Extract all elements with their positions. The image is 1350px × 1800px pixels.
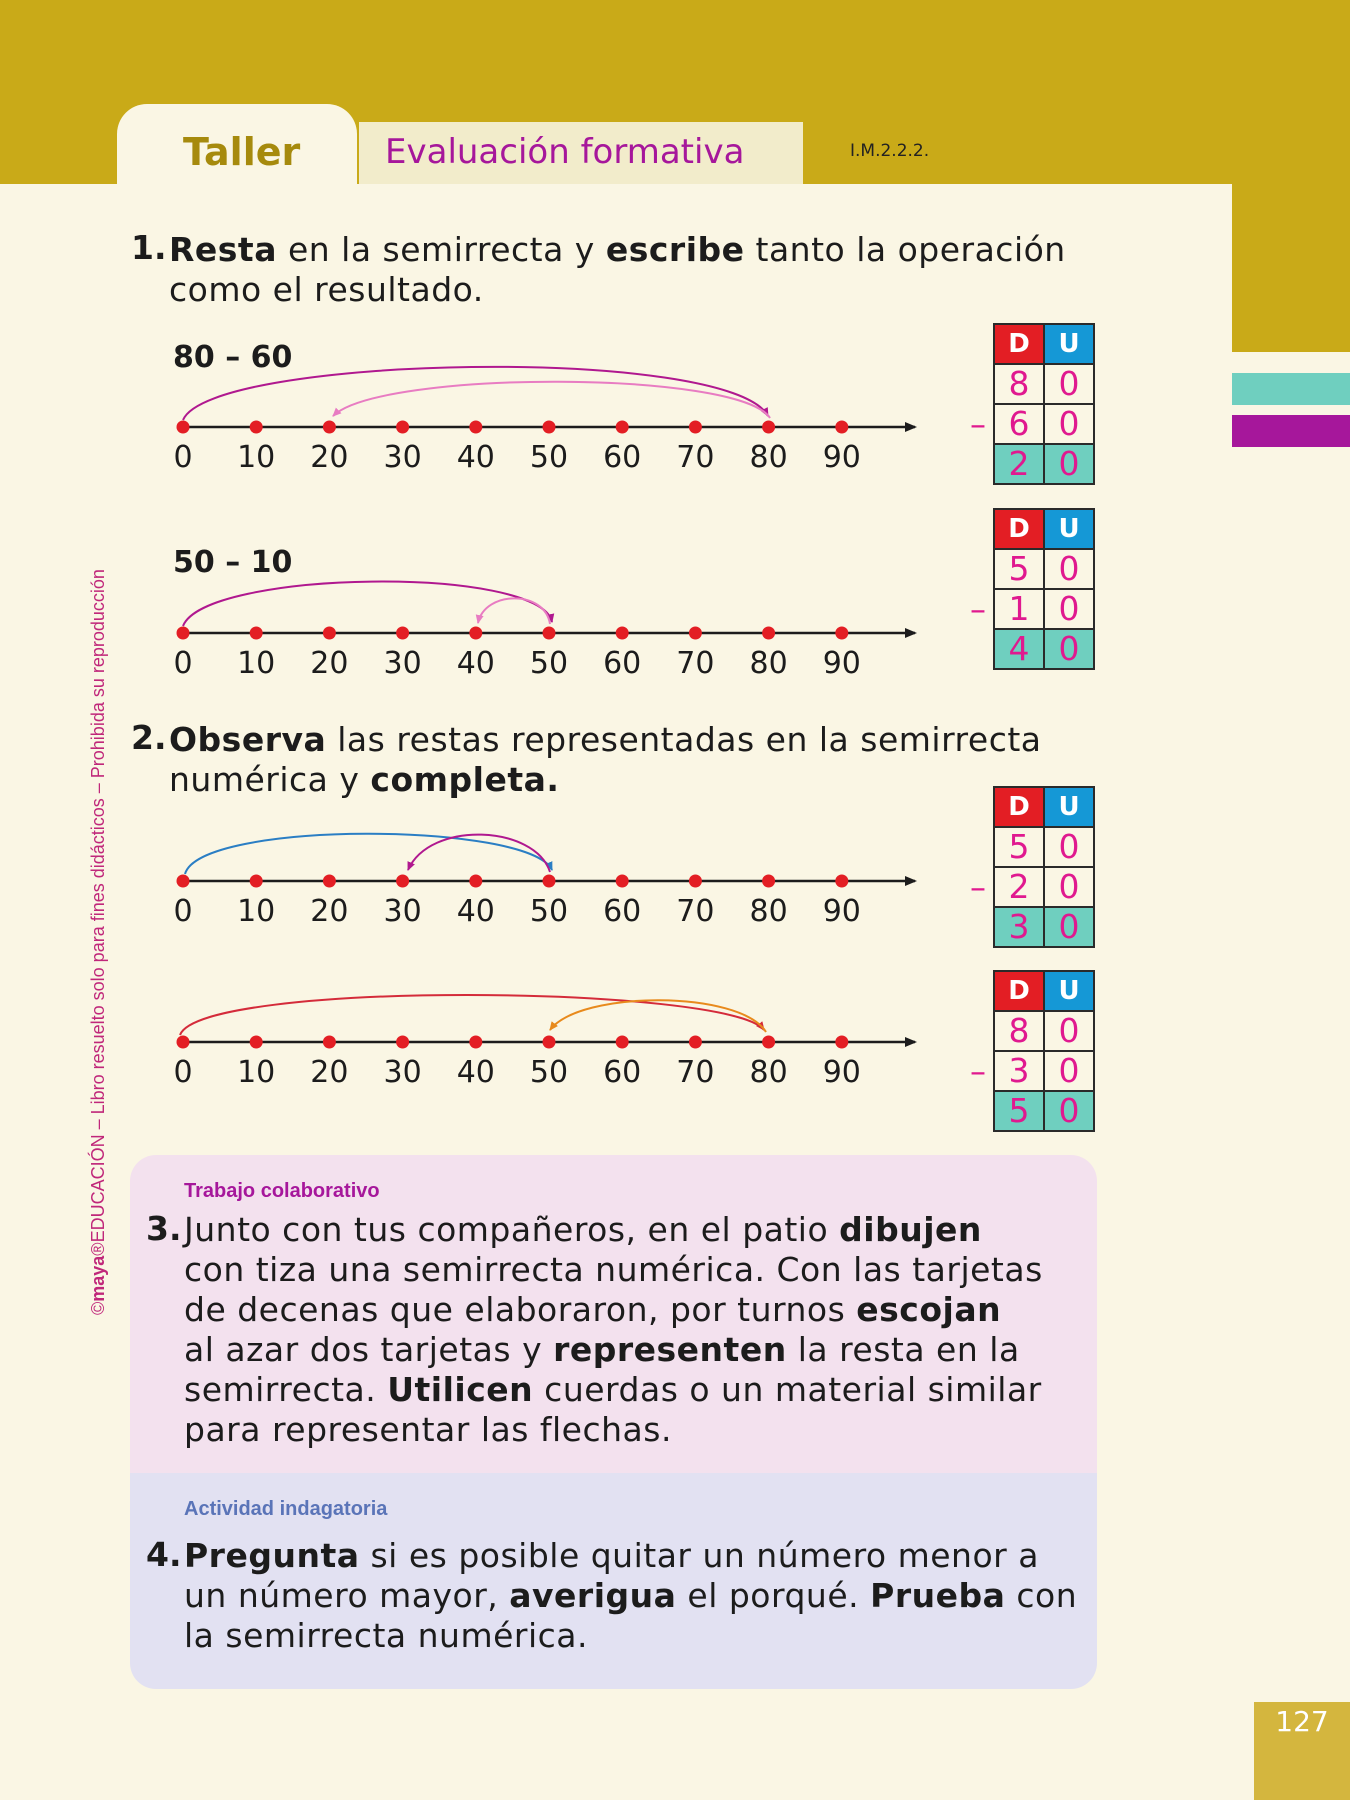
du-result-cell: 2 — [994, 444, 1044, 484]
tick-dot — [689, 1036, 702, 1049]
q4-t2a: un número mayor, — [184, 1576, 510, 1615]
q3-line5 — [184, 1370, 1079, 1410]
tick-dot — [543, 875, 556, 888]
side-copyright-text: EDUCACIÓN – Libro resuelto solo para fines didácticos – Prohibida su reproducción — [88, 569, 108, 1243]
tab-evaluacion-label: Evaluación formativa — [385, 132, 745, 172]
tick-dot — [762, 627, 775, 640]
q3-bold-utilicen: Utilicen — [387, 1370, 534, 1409]
du-table-4 — [993, 970, 1095, 1132]
tick-label: 30 — [383, 440, 422, 475]
tick-dot — [616, 627, 629, 640]
q1-bold-resta: Resta — [169, 230, 277, 269]
tick-dot — [250, 421, 263, 434]
q3-t1: Junto con tus compañeros, en el patio — [184, 1210, 840, 1249]
tick-label: 40 — [456, 646, 495, 681]
tick-dot — [177, 421, 190, 434]
q3-t4a: al azar dos tarjetas y — [184, 1330, 554, 1369]
arc-2-forward — [183, 582, 552, 626]
q2-bold-observa: Observa — [169, 720, 327, 759]
minus-sign-3: – — [970, 868, 986, 906]
q4-bold-prueba: Prueba — [870, 1576, 1006, 1615]
du-cell: 3 — [994, 1051, 1044, 1091]
tick-label: 20 — [310, 646, 349, 681]
du-table-3 — [993, 786, 1095, 948]
q2-number: 2. — [131, 718, 167, 757]
tick-label: 50 — [529, 646, 569, 681]
q3-line3 — [184, 1290, 1079, 1330]
q2-text-a: las restas representadas en la semirrecta — [326, 720, 1042, 759]
minus-sign-2: – — [970, 590, 986, 628]
collab-tag: Trabajo colaborativo — [184, 1180, 380, 1202]
tick-dot — [689, 627, 702, 640]
q3-bold-representen: representen — [553, 1330, 787, 1369]
tick-label: 60 — [603, 440, 642, 475]
tick-dot — [689, 875, 702, 888]
tick-dot — [689, 421, 702, 434]
tick-dot — [469, 875, 482, 888]
tick-label: 90 — [822, 440, 861, 475]
brand-name: maya — [88, 1255, 108, 1302]
line1-operation-label: 80 – 60 — [173, 340, 293, 375]
du-result-cell: 5 — [994, 1091, 1044, 1131]
tick-label: 50 — [529, 1055, 569, 1090]
minus-sign-1: – — [970, 405, 986, 443]
tick-label: 50 — [529, 894, 569, 929]
du-cell: 0 — [1044, 549, 1094, 589]
du-cell: 8 — [994, 1011, 1044, 1051]
q3-line4 — [184, 1330, 1079, 1370]
tick-dot — [616, 1036, 629, 1049]
arc-3-forward — [185, 834, 552, 874]
q4-t2b: el porqué. — [676, 1576, 871, 1615]
tick-label: 90 — [822, 1055, 861, 1090]
du-header-u: U — [1044, 787, 1094, 827]
du-cell: 0 — [1044, 404, 1094, 444]
q1-text-b: tanto la operación — [744, 230, 1066, 269]
tick-dot — [396, 875, 409, 888]
du-result-cell: 3 — [994, 907, 1044, 947]
q4-bold-pregunta: Pregunta — [184, 1536, 360, 1575]
q4-bold-averigua: averigua — [509, 1576, 677, 1615]
du-result-cell: 0 — [1044, 1091, 1094, 1131]
q3-bold-dibujen: dibujen — [839, 1210, 982, 1249]
du-cell: 5 — [994, 827, 1044, 867]
q3-t5a: semirrecta. — [184, 1370, 388, 1409]
tick-dot — [762, 1036, 775, 1049]
q4-t1: si es posible quitar un número menor a — [359, 1536, 1039, 1575]
q4-line2 — [184, 1576, 1079, 1616]
q2-text-b: numérica y — [169, 760, 371, 799]
du-cell: 0 — [1044, 827, 1094, 867]
tick-label: 10 — [237, 894, 276, 929]
tick-label: 90 — [822, 646, 861, 681]
tick-label: 10 — [237, 440, 276, 475]
tick-dot — [469, 1036, 482, 1049]
q1-line2: como el resultado. — [169, 270, 484, 309]
tick-label: 40 — [456, 894, 495, 929]
du-cell: 5 — [994, 549, 1044, 589]
q3-t3: de decenas que elaboraron, por turnos — [184, 1290, 857, 1329]
du-header-u: U — [1044, 324, 1094, 364]
tick-label: 70 — [676, 1055, 715, 1090]
side-copyright: ©maya®EDUCACIÓN – Libro resuelto solo para fines didácticos – Prohibida su reproducción — [88, 569, 108, 1315]
tick-label: 0 — [173, 646, 193, 681]
du-header-d: D — [994, 787, 1044, 827]
tick-label: 60 — [603, 646, 642, 681]
tick-label: 30 — [383, 894, 422, 929]
q3-bold-escojan: escojan — [856, 1290, 1002, 1329]
tick-label: 40 — [456, 440, 495, 475]
tick-label: 10 — [237, 646, 276, 681]
du-cell: 0 — [1044, 867, 1094, 907]
tick-label: 60 — [603, 894, 642, 929]
page-number: 127 — [1275, 1705, 1329, 1738]
du-table-2 — [993, 508, 1095, 670]
q3-t5b: cuerdas o un material similar — [533, 1370, 1042, 1409]
tick-dot — [250, 627, 263, 640]
du-cell: 0 — [1044, 364, 1094, 404]
line2-operation-label: 50 – 10 — [173, 545, 293, 580]
du-cell: 0 — [1044, 1051, 1094, 1091]
tick-dot — [835, 875, 848, 888]
q4-text — [184, 1536, 1079, 1656]
q2-bold-completa: completa. — [370, 760, 560, 799]
du-header-d: D — [994, 324, 1044, 364]
minus-sign-4: – — [970, 1052, 986, 1090]
du-result-cell: 0 — [1044, 444, 1094, 484]
q1-text-a: en la semirrecta y — [276, 230, 606, 269]
tick-dot — [396, 1036, 409, 1049]
tick-label: 0 — [173, 894, 193, 929]
q1-number: 1. — [131, 228, 167, 267]
tick-label: 50 — [529, 440, 569, 475]
tick-dot — [616, 875, 629, 888]
tick-dot — [469, 421, 482, 434]
du-result-cell: 0 — [1044, 907, 1094, 947]
du-table-1 — [993, 323, 1095, 485]
du-cell: 2 — [994, 867, 1044, 907]
du-header-d: D — [994, 971, 1044, 1011]
du-cell: 1 — [994, 589, 1044, 629]
tick-dot — [396, 627, 409, 640]
du-result-cell: 4 — [994, 629, 1044, 669]
tick-dot — [835, 627, 848, 640]
tick-dot — [469, 627, 482, 640]
tick-dot — [616, 421, 629, 434]
tick-dot — [543, 421, 556, 434]
tick-dot — [835, 1036, 848, 1049]
q4-number: 4. — [146, 1535, 182, 1574]
tick-label: 70 — [676, 894, 715, 929]
tick-label: 10 — [237, 1055, 276, 1090]
du-result-cell: 0 — [1044, 629, 1094, 669]
tab-taller-label: Taller — [183, 130, 301, 174]
tick-label: 90 — [822, 894, 861, 929]
tick-dot — [250, 875, 263, 888]
tick-label: 30 — [383, 1055, 422, 1090]
tick-label: 20 — [310, 1055, 349, 1090]
skill-code: I.M.2.2.2. — [850, 141, 930, 161]
tick-dot — [177, 1036, 190, 1049]
tick-dot — [762, 421, 775, 434]
tick-dot — [543, 1036, 556, 1049]
tick-dot — [323, 627, 336, 640]
q3-line6: para representar las flechas. — [184, 1410, 672, 1449]
du-header-u: U — [1044, 971, 1094, 1011]
tick-dot — [543, 627, 556, 640]
tick-dot — [177, 627, 190, 640]
du-cell: 0 — [1044, 1011, 1094, 1051]
du-header-d: D — [994, 509, 1044, 549]
q3-t4b: la resta en la — [786, 1330, 1020, 1369]
du-cell: 0 — [1044, 589, 1094, 629]
tick-label: 80 — [749, 646, 788, 681]
tick-dot — [396, 421, 409, 434]
tick-dot — [250, 1036, 263, 1049]
q1-bold-escribe: escribe — [605, 230, 745, 269]
tick-label: 70 — [676, 440, 715, 475]
tick-label: 80 — [749, 894, 788, 929]
tick-label: 70 — [676, 646, 715, 681]
tick-label: 20 — [310, 894, 349, 929]
tick-label: 0 — [173, 1055, 193, 1090]
tick-dot — [323, 421, 336, 434]
q3-line2: con tiza una semirrecta numérica. Con las tarjetas — [184, 1250, 1043, 1289]
tick-label: 80 — [749, 440, 788, 475]
tick-dot — [177, 875, 190, 888]
inquiry-tag: Actividad indagatoria — [184, 1498, 388, 1520]
arc-2-back — [478, 598, 550, 624]
arc-1-back — [333, 382, 770, 418]
tick-label: 40 — [456, 1055, 495, 1090]
q4-t2c: con — [1005, 1576, 1078, 1615]
tick-dot — [323, 1036, 336, 1049]
q3-number: 3. — [146, 1209, 182, 1248]
tick-dot — [323, 875, 336, 888]
tick-dot — [762, 875, 775, 888]
tick-label: 30 — [383, 646, 422, 681]
du-cell: 6 — [994, 404, 1044, 444]
arc-1-forward — [183, 367, 768, 420]
tick-label: 0 — [173, 440, 193, 475]
tick-dot — [835, 421, 848, 434]
du-cell: 8 — [994, 364, 1044, 404]
du-header-u: U — [1044, 509, 1094, 549]
tick-label: 20 — [310, 440, 349, 475]
q3-line1 — [184, 1210, 1079, 1250]
q4-line3: la semirrecta numérica. — [184, 1616, 588, 1655]
q4-line1 — [184, 1536, 1079, 1576]
tick-label: 80 — [749, 1055, 788, 1090]
q3-text — [184, 1210, 1079, 1450]
tick-label: 60 — [603, 1055, 642, 1090]
